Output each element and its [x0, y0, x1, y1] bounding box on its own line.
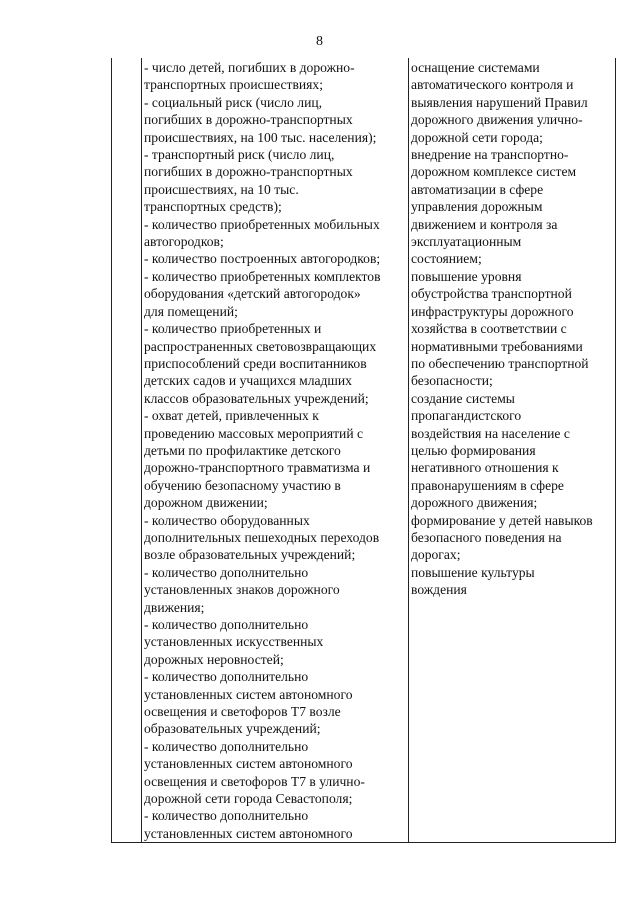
result-line: вождения — [411, 582, 467, 598]
indicator-line: оборудования «детский автогородок» — [144, 286, 361, 302]
result-line: дорожного движения; — [411, 495, 538, 511]
indicator-line: - количество построенных автогородков; — [144, 251, 381, 267]
indicator-line: - количество дополнительно — [144, 564, 309, 580]
indicator-line: детских садов и учащихся младших — [144, 373, 352, 389]
result-line: автоматизации в сфере — [411, 181, 544, 197]
result-line: пропагандистского — [411, 408, 522, 424]
column-divider — [141, 58, 142, 842]
result-line: правонарушениям в сфере — [411, 477, 564, 493]
result-line: безопасного поведения на — [411, 529, 562, 545]
indicator-line: обучению безопасному участию в — [144, 477, 341, 493]
indicator-line: классов образовательных учреждений; — [144, 390, 369, 406]
indicator-line: освещения и светофоров Т7 в улично- — [144, 773, 365, 789]
indicator-line: - количество дополнительно — [144, 617, 309, 632]
result-line: повышение культуры — [411, 564, 535, 580]
result-line: выявления нарушений Правил — [411, 94, 588, 110]
indicator-line: - количество дополнительно — [144, 738, 309, 754]
document-table — [111, 58, 616, 843]
indicator-line: дорожной сети города Севастополя; — [144, 791, 353, 807]
indicator-line: - социальный риск (число лиц, — [144, 94, 323, 110]
result-line: внедрение на транспортно- — [411, 147, 569, 163]
indicator-line: - количество приобретенных и — [144, 321, 322, 337]
result-line: повышение уровня — [411, 268, 522, 284]
indicator-line: установленных систем автономного — [144, 756, 353, 772]
indicator-line: - количество приобретенных мобильных — [144, 216, 380, 232]
indicator-line: приспособлений среди воспитанников — [144, 355, 367, 371]
indicator-line: погибших в дорожно-транспортных — [144, 164, 353, 180]
result-line: состоянием; — [411, 251, 482, 267]
result-line: оснащение системами — [411, 60, 540, 75]
indicator-line: установленных систем автономного — [144, 825, 353, 841]
indicator-line: дорожных неровностей; — [144, 651, 284, 667]
result-line: дорогах; — [411, 547, 461, 563]
result-line: инфраструктуры дорожного — [411, 303, 574, 319]
result-line: воздействия на население с — [411, 425, 570, 441]
indicator-line: - количество оборудованных — [144, 512, 310, 528]
result-line: создание системы — [411, 390, 515, 406]
result-line: движением и контроля за — [411, 216, 558, 232]
result-line: эксплуатационным — [411, 234, 522, 250]
indicator-line: - транспортный риск (число лиц, — [144, 147, 335, 163]
indicator-line: - количество дополнительно — [144, 808, 309, 824]
result-line: по обеспечению транспортной — [411, 355, 589, 371]
indicator-line: происшествиях, на 10 тыс. — [144, 181, 299, 197]
result-line: хозяйства в соответствии с — [411, 321, 567, 337]
indicator-line: автогородков; — [144, 234, 224, 250]
indicator-line: возле образовательных учреждений; — [144, 547, 356, 563]
page-number: 8 — [316, 34, 323, 49]
indicator-line: установленных знаков дорожного — [144, 582, 340, 598]
indicator-line: детьми по профилактике детского — [144, 442, 341, 458]
indicator-line: дополнительных пешеходных переходов — [144, 529, 380, 545]
result-line: дорожного движения улично- — [411, 112, 583, 128]
result-line: обустройства транспортной — [411, 286, 572, 302]
indicator-line: - количество дополнительно — [144, 669, 309, 685]
result-line: управления дорожным — [411, 199, 543, 215]
indicator-line: установленных систем автономного — [144, 686, 353, 702]
indicator-line: дорожно-транспортного травматизма и — [144, 460, 371, 476]
result-line: дорожной сети города; — [411, 129, 543, 145]
indicator-line: - количество приобретенных комплектов — [144, 268, 381, 284]
result-line: дорожном комплексе систем — [411, 164, 577, 180]
result-line: целью формирования — [411, 442, 536, 458]
column-divider — [408, 58, 409, 842]
result-line: нормативными требованиями — [411, 338, 583, 354]
result-line: автоматического контроля и — [411, 77, 574, 93]
indicators-column — [144, 59, 408, 842]
indicator-line: проведению массовых мероприятий с — [144, 425, 364, 441]
indicator-line: транспортных происшествиях; — [144, 77, 323, 93]
indicator-line: погибших в дорожно-транспортных — [144, 112, 353, 128]
indicator-line: движения; — [144, 599, 205, 615]
indicator-line: образовательных учреждений; — [144, 721, 321, 737]
indicator-line: для помещений; — [144, 303, 238, 319]
indicator-line: транспортных средств); — [144, 199, 282, 215]
indicator-line: установленных искусственных — [144, 634, 324, 650]
indicator-line: - охват детей, привлеченных к — [144, 408, 319, 424]
indicator-line: дорожном движении; — [144, 495, 268, 511]
indicator-line: - число детей, погибших в дорожно- — [144, 60, 355, 75]
results-column — [411, 59, 616, 599]
result-line: формирование у детей навыков — [411, 512, 593, 528]
indicator-line: распространенных световозвращающих — [144, 338, 377, 354]
indicator-line: освещения и светофоров Т7 возле — [144, 704, 341, 720]
result-line: безопасности; — [411, 373, 493, 389]
result-line: негативного отношения к — [411, 460, 559, 476]
indicator-line: происшествиях, на 100 тыс. населения); — [144, 129, 377, 145]
